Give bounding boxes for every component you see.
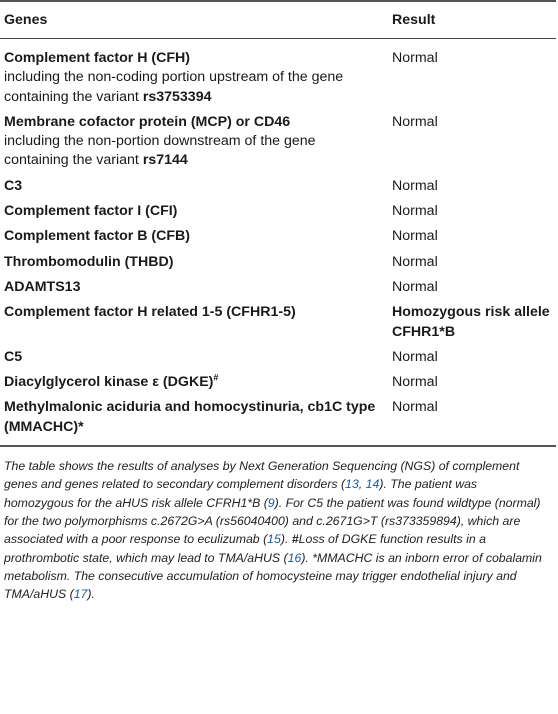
gene-name: ADAMTS13: [4, 278, 81, 295]
citation-link[interactable]: 13: [345, 477, 359, 492]
caption-text: ).: [280, 532, 292, 547]
gene-name: Complement factor H related 1-5 (CFHR1-5): [4, 304, 296, 321]
result-cell: Normal: [392, 253, 438, 270]
footnote-mark: #: [213, 372, 219, 383]
table-row: [0, 110, 556, 174]
gene-name: C3: [4, 177, 23, 194]
gene-cell: [0, 39, 388, 110]
result-cell: Normal: [392, 374, 438, 391]
caption-text: Loss of DGKE function results in a prothrombotic state, which may lead to TMA/aHUS (: [4, 532, 486, 565]
result-cell: Normal: [392, 203, 438, 220]
result-cell: Normal: [392, 278, 438, 295]
gene-name: Thrombomodulin (THBD): [4, 253, 174, 270]
gene-name: Diacylglycerol kinase ε (DGKE): [4, 374, 214, 391]
gene-description: [4, 132, 382, 171]
citation-link[interactable]: 14: [365, 477, 380, 492]
gene-name: Complement factor H (CFH): [4, 50, 191, 66]
gene-description-text: including the non-coding portion upstream of the gene containing the variant: [4, 69, 344, 105]
result-cell: Normal: [392, 113, 438, 130]
citation-link[interactable]: 17: [73, 587, 88, 602]
gene-name: Membrane cofactor protein (MCP) or CD46: [4, 113, 291, 130]
table-caption: [0, 447, 556, 603]
table-row: [0, 345, 556, 370]
gene-description: [4, 68, 382, 107]
caption-text: ).: [87, 587, 95, 602]
table-row: [0, 39, 556, 110]
citation-link[interactable]: 9: [267, 495, 275, 510]
result-cell: Normal: [392, 399, 438, 416]
header-result: Result: [388, 1, 556, 39]
result-cell: Normal: [392, 50, 438, 66]
caption-text: The table shows the results of analyses by Next Generation Sequencing (NGS) of complement genes and genes related to secondary complement disorders (: [4, 459, 520, 492]
caption-text: ). The patient was homozygous for the aHUS risk allele CFRH1*B (: [4, 477, 478, 510]
table-row: [0, 300, 556, 345]
table-row: [0, 174, 556, 199]
result-cell: Normal: [392, 348, 438, 365]
gene-variant: rs3753394: [142, 88, 212, 105]
caption-text: ,: [358, 477, 366, 492]
table-row: [0, 275, 556, 300]
gene-name: Complement factor I (CFI): [4, 203, 178, 220]
result-cell: Homozygous risk allele CFHR1*B: [392, 304, 550, 340]
table-row: [0, 250, 556, 275]
gene-cell: [0, 110, 388, 174]
caption-text: ). *MMACHC is an inborn error of cobalamin metabolism. The consecutive accumulation of homocysteine may trigger endothelial injury and TMA/aHUS (: [4, 550, 542, 602]
caption-text: ). For C5 the patient was found wildtype (normal) for the two polymorphisms c.2672G>A (rs56040400) and c.2671G>T (rs373359894), which are associated with a poor response to eculizumab (: [4, 495, 541, 547]
citation-link[interactable]: 16: [287, 550, 302, 565]
gene-cell: [0, 370, 388, 395]
table-row: [0, 370, 556, 395]
footnote-mark: #: [291, 532, 299, 547]
table-row: [0, 395, 556, 445]
gene-description-text: including the non-portion downstream of the gene containing the variant: [4, 133, 316, 169]
table-row: [0, 199, 556, 224]
citation-link[interactable]: 15: [267, 532, 281, 547]
result-cell: Normal: [392, 228, 438, 245]
gene-name: C5: [4, 348, 23, 365]
gene-name: Complement factor B (CFB): [4, 228, 191, 245]
result-cell: Normal: [392, 177, 438, 194]
table-header-row: [0, 1, 556, 39]
gene-name: Methylmalonic aciduria and homocystinuria, cb1C type (MMACHC)*: [4, 399, 376, 435]
table-row: [0, 224, 556, 249]
header-genes: Genes: [0, 1, 388, 39]
gene-variant: rs7144: [142, 152, 188, 169]
